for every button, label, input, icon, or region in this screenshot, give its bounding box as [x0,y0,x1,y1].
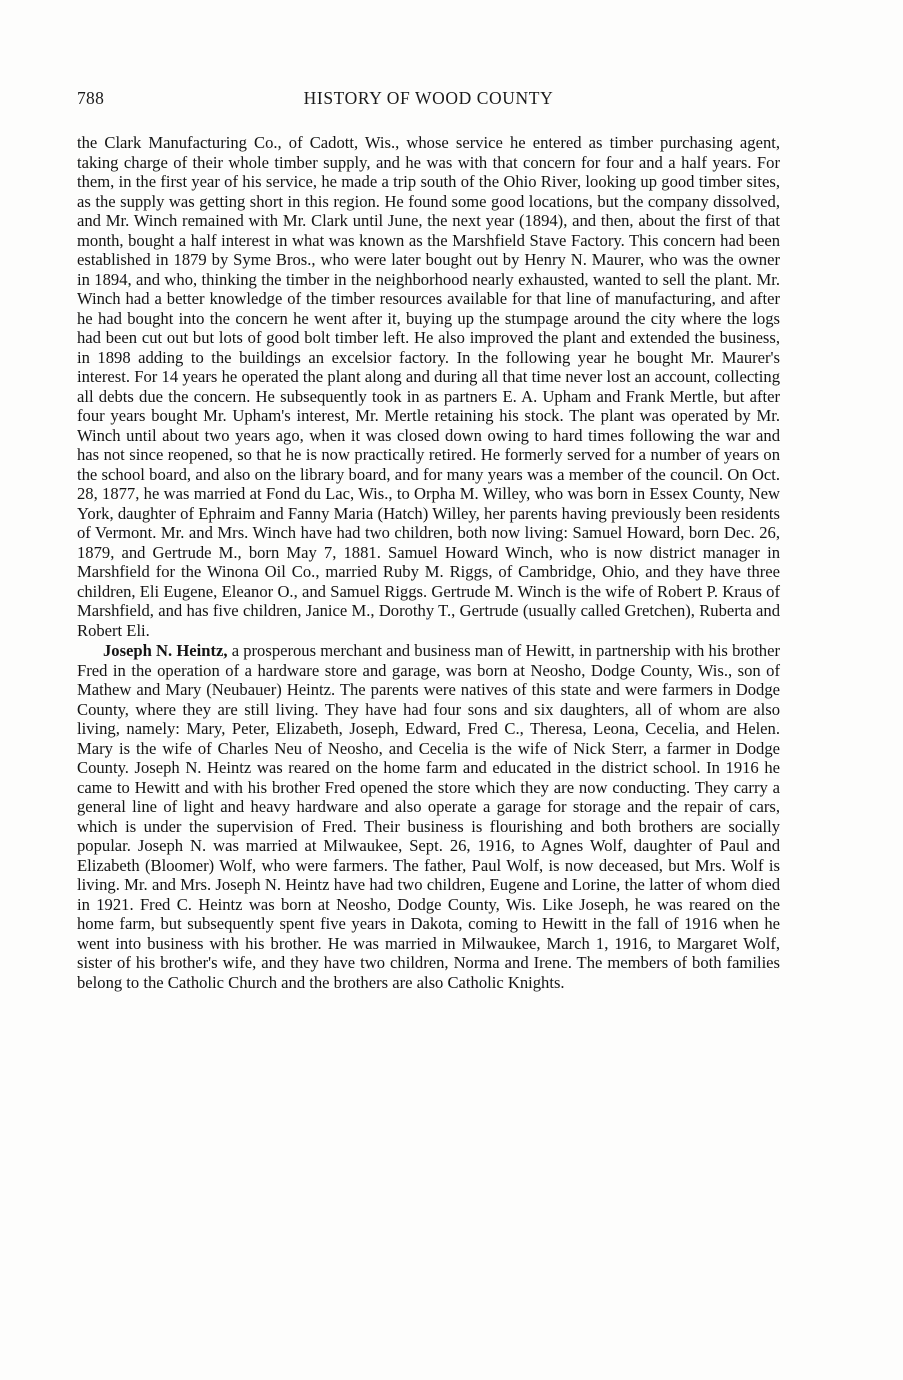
paragraph-text: the Clark Manufacturing Co., of Cadott, Wis., whose service he entered as timber purchasing agent, taking charge of their whole timber supply, and he was with that concern for four and a half years. For them, in the first year of his service, he made a trip south of the Ohio River, looking up good timber sites, as the supply was getting short in this region. He found some good locations, but the company dissolved, and Mr. Winch remained with Mr. Clark until June, the next year (1894), and then, about the first of that month, bought a half interest in what was known as the Marshfield Stave Factory. This concern had been established in 1879 by Syme Bros., who were later bought out by Henry N. Maurer, who was the owner in 1894, and who, thinking the timber in the neighborhood nearly exhausted, wanted to sell the plant. Mr. Winch had a better knowledge of the timber resources available for that line of manufacturing, and after he had bought into the concern he went after it, buying up the stumpage around the city where the logs had been cut out but lots of good bolt timber left. He also improved the plant and extended the business, in 1898 adding to the buildings an excelsior factory. In the following year he bought Mr. Maurer's interest. For 14 years he operated the plant along and during all that time never lost an account, collecting all debts due the concern. He subsequently took in as partners E. A. Upham and Frank Mertle, but after four years bought Mr. Upham's interest, Mr. Mertle retaining his stock. The plant was operated by Mr. Winch until about two years ago, when it was closed down owing to hard times following the war and has not since reopened, so that he is now practically retired. He formerly served for a number of years on the school board, and also on the library board, and for many years was a member of the council. On Oct. 28, 1877, he was married at Fond du Lac, Wis., to Orpha M. Willey, who was born in Essex County, New York, daughter of Ephraim and Fanny Maria (Hatch) Willey, her parents having previously been residents of Vermont. Mr. and Mrs. Winch have had two children, both now living: Samuel Howard, born Dec. 26, 1879, and Gertrude M., born May 7, 1881. Samuel Howard Winch, who is now district manager in Marshfield for the Winona Oil Co., married Ruby M. Riggs, of Cambridge, Ohio, and they have three children, Eli Eugene, Eleanor O., and Samuel Riggs. Gertrude M. Winch is the wife of Robert P. Kraus of Marshfield, and has five children, Janice M., Dorothy T., Gertrude (usually called Gretchen), Ruberta and Robert Eli. [77,133,780,640]
body-text [77,133,780,992]
page-number: 788 [77,88,105,108]
paragraph-heintz-entry [77,641,780,992]
paragraph-text: a prosperous merchant and business man of Hewitt, in partnership with his brother Fred in the operation of a hardware store and garage, was born at Neosho, Dodge County, Wis., son of Mathew and Mary (Neubauer) Heintz. The parents were natives of this state and were farmers in Dodge County, where they are still living. They have had four sons and six daughters, all of whom are also living, namely: Mary, Peter, Elizabeth, Joseph, Edward, Fred C., Theresa, Leona, Cecelia, and Helen. Mary is the wife of Charles Neu of Neosho, and Cecelia is the wife of Nick Sterr, a farmer in Dodge County. Joseph N. Heintz was reared on the home farm and educated in the district school. In 1916 he came to Hewitt and with his brother Fred opened the store which they are now conducting. They carry a general line of light and heavy hardware and also operate a garage for storage and the repair of cars, which is under the supervision of Fred. Their business is flourishing and both brothers are socially popular. Joseph N. was married at Milwaukee, Sept. 26, 1916, to Agnes Wolf, daughter of Paul and Elizabeth (Bloomer) Wolf, who were farmers. The father, Paul Wolf, is now deceased, but Mrs. Wolf is living. Mr. and Mrs. Joseph N. Heintz have had two children, Eugene and Lorine, the latter of whom died in 1921. Fred C. Heintz was born at Neosho, Dodge County, Wis. Like Joseph, he was reared on the home farm, but subsequently spent five years in Dakota, coming to Hewitt in the fall of 1916 when he went into business with his brother. He was married in Milwaukee, March 1, 1916, to Margaret Wolf, sister of his brother's wife, and they have two children, Norma and Irene. The members of both families belong to the Catholic Church and the brothers are also Catholic Knights. [77,641,780,992]
running-title: HISTORY OF WOOD COUNTY [303,88,554,108]
paragraph-winch-continuation [77,133,780,640]
entry-name: Joseph N. Heintz, [103,641,228,660]
running-head [77,88,780,112]
